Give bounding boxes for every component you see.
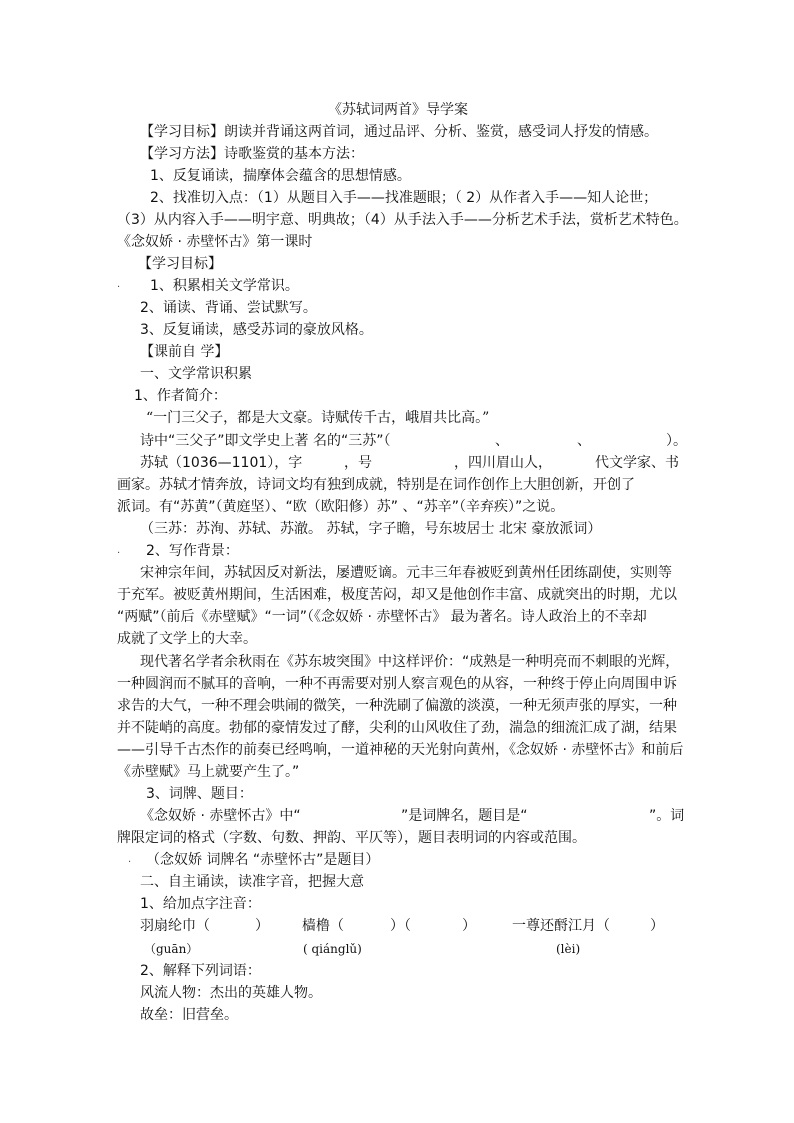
- yu-quote-5: ——引导千古杰作的前奏已经鸣响，一道神秘的天光射向黄州，《念奴娇 · 赤壁怀古》和前后: [117, 742, 684, 758]
- explain-1: 风流人物：杰出的英雄人物。: [140, 985, 322, 1001]
- word-2-close: ）: [462, 918, 476, 934]
- cipai-line-c: ”。词: [649, 808, 685, 824]
- background-line-3: “两赋”（前后《赤壁赋》“一词”（《念奴娇 · 赤壁怀古》 最为著名。诗人政治上的不幸却: [117, 609, 647, 625]
- quote-line: “一门三父子，都是大文豪。诗赋传千古，峨眉共比高。”: [146, 410, 490, 426]
- sanfu-end: ）。: [666, 433, 687, 449]
- background-line-1: 宋神宗年间，苏轼因反对新法，屡遭贬谪。元丰三年春被贬到黄州任团练副使，实则等: [140, 565, 672, 581]
- yu-quote-2: 一种圆润而不腻耳的音响，一种不再需要对别人察言观色的从容，一种终于停止向周围申诉: [117, 676, 677, 692]
- method-2: 2、找准切入点：（1）从题目入手——找准题眼；（ 2）从作者入手——知人论世；: [150, 190, 658, 206]
- background-line-4: 成就了文学上的大幸。: [117, 631, 257, 647]
- method-2-cont: （3）从内容入手——明宇意、明典故；（4）从手法入手——分析艺术手法，赏析艺术特色。: [117, 212, 688, 228]
- word-1-close: ）: [255, 918, 269, 934]
- learning-goal: 【学习目标】朗读并背诵这两首词，通过品评、分析、鉴赏，感受词人抒发的情感。: [140, 124, 658, 140]
- explain-heading: 2、解释下列词语：: [140, 963, 261, 979]
- sushi-origin: ，四川眉山人，: [454, 455, 552, 471]
- sushi-zi: 苏轼（1036—1101），字: [140, 455, 303, 471]
- sushi-school: 派词。有“苏黄”（黄庭坚）、“欧（欧阳修）苏” 、“苏辛”（辛弃疾）”之说。: [117, 499, 565, 515]
- background-heading: 2、写作背景：: [146, 543, 239, 559]
- pinyin-2: ( qiánglǔ): [303, 942, 362, 956]
- cipai-answer: （念奴娇 词牌名 “赤壁怀古”是题目）: [146, 852, 380, 868]
- margin-dot: .: [117, 545, 121, 556]
- margin-dot: .: [117, 279, 121, 290]
- word-3-close: ）: [650, 918, 664, 934]
- sansu-answer: （三苏：苏洵、苏轼、苏澈。 苏轼，字子瞻，号东坡居士 北宋 豪放派词）: [140, 521, 602, 537]
- cipai-heading: 3、词牌、题目：: [146, 786, 253, 802]
- method-1: 1、反复诵读，揣摩体会蕴含的思想情感。: [150, 168, 411, 184]
- margin-dot: .: [128, 854, 132, 865]
- goal-2: 2、诵读、背诵、尝试默写。: [140, 300, 317, 316]
- goal-1: 1、积累相关文学常识。: [150, 278, 299, 294]
- word-2: 樯橹（: [302, 918, 344, 934]
- cipai-line-2: 牌限定词的格式（字数、句数、押韵、平仄等），题目表明词的内容或范围。: [117, 830, 586, 846]
- section-1-heading: 一、文学常识积累: [140, 366, 252, 382]
- word-1: 羽扇纶巾（: [140, 918, 210, 934]
- sushi-talent: 画家。苏轼才情奔放，诗词文均有独到成就，特别是在词作创作上大胆创新，开创了: [117, 477, 635, 493]
- goals-heading: 【学习目标】: [138, 256, 222, 272]
- word-2-mid: ）（: [390, 918, 411, 934]
- yu-quote-6: 《赤壁赋》马上就要产生了。”: [117, 764, 300, 780]
- sanfu-separator-1: 、: [495, 433, 509, 449]
- author-heading: 1、作者简介：: [134, 388, 227, 404]
- word-3: 一尊还酹江月（: [512, 918, 610, 934]
- sanfu-line: 诗中“三父子”即文学史上著 名的“三苏”（: [140, 433, 391, 449]
- document-title: 《苏轼词两首》导学案: [328, 102, 468, 118]
- yu-quote-1: 现代著名学者余秋雨在《苏东坡突围》中这样评价：“成熟是一种明亮而不刺眼的光辉，: [140, 654, 680, 670]
- pinyin-heading: 1、给加点字注音：: [140, 896, 261, 912]
- lesson-heading: 《念奴娇 · 赤壁怀古》第一课时: [117, 234, 313, 250]
- yu-quote-4: 并不陡峭的高度。勃郁的豪情发过了酵，尖利的山风收住了劲，湍急的细流汇成了湖，结果: [117, 720, 677, 736]
- cipai-line-a: 《念奴娇 · 赤壁怀古》中“: [140, 808, 301, 824]
- yu-quote-3: 求告的大气，一种不理会哄闹的微笑，一种洗刷了偏激的淡漠，一种无须声张的厚实，一种: [117, 698, 677, 714]
- goal-3: 3、反复诵读，感受苏词的豪放风格。: [140, 322, 373, 338]
- sushi-dynasty: 代文学家、书: [595, 455, 679, 471]
- pinyin-3: (lèi): [556, 942, 581, 956]
- sanfu-separator-2: 、: [577, 433, 591, 449]
- background-line-2: 于充军。被贬黄州期间，生活困难，极度苦闷，却又是他创作丰富、成就突出的时期，尤以: [117, 587, 677, 603]
- learning-method: 【学习方法】诗歌鉴赏的基本方法：: [140, 146, 364, 162]
- cipai-line-b: ”是词牌名，题目是“: [401, 808, 528, 824]
- section-2-heading: 二、自主诵读，读准字音，把握大意: [140, 874, 364, 890]
- explain-2: 故垒：旧营垒。: [140, 1007, 238, 1023]
- sushi-hao: ，号: [344, 455, 372, 471]
- preview-heading: 【课前自 学】: [140, 344, 229, 360]
- pinyin-1: （guān）: [144, 942, 199, 956]
